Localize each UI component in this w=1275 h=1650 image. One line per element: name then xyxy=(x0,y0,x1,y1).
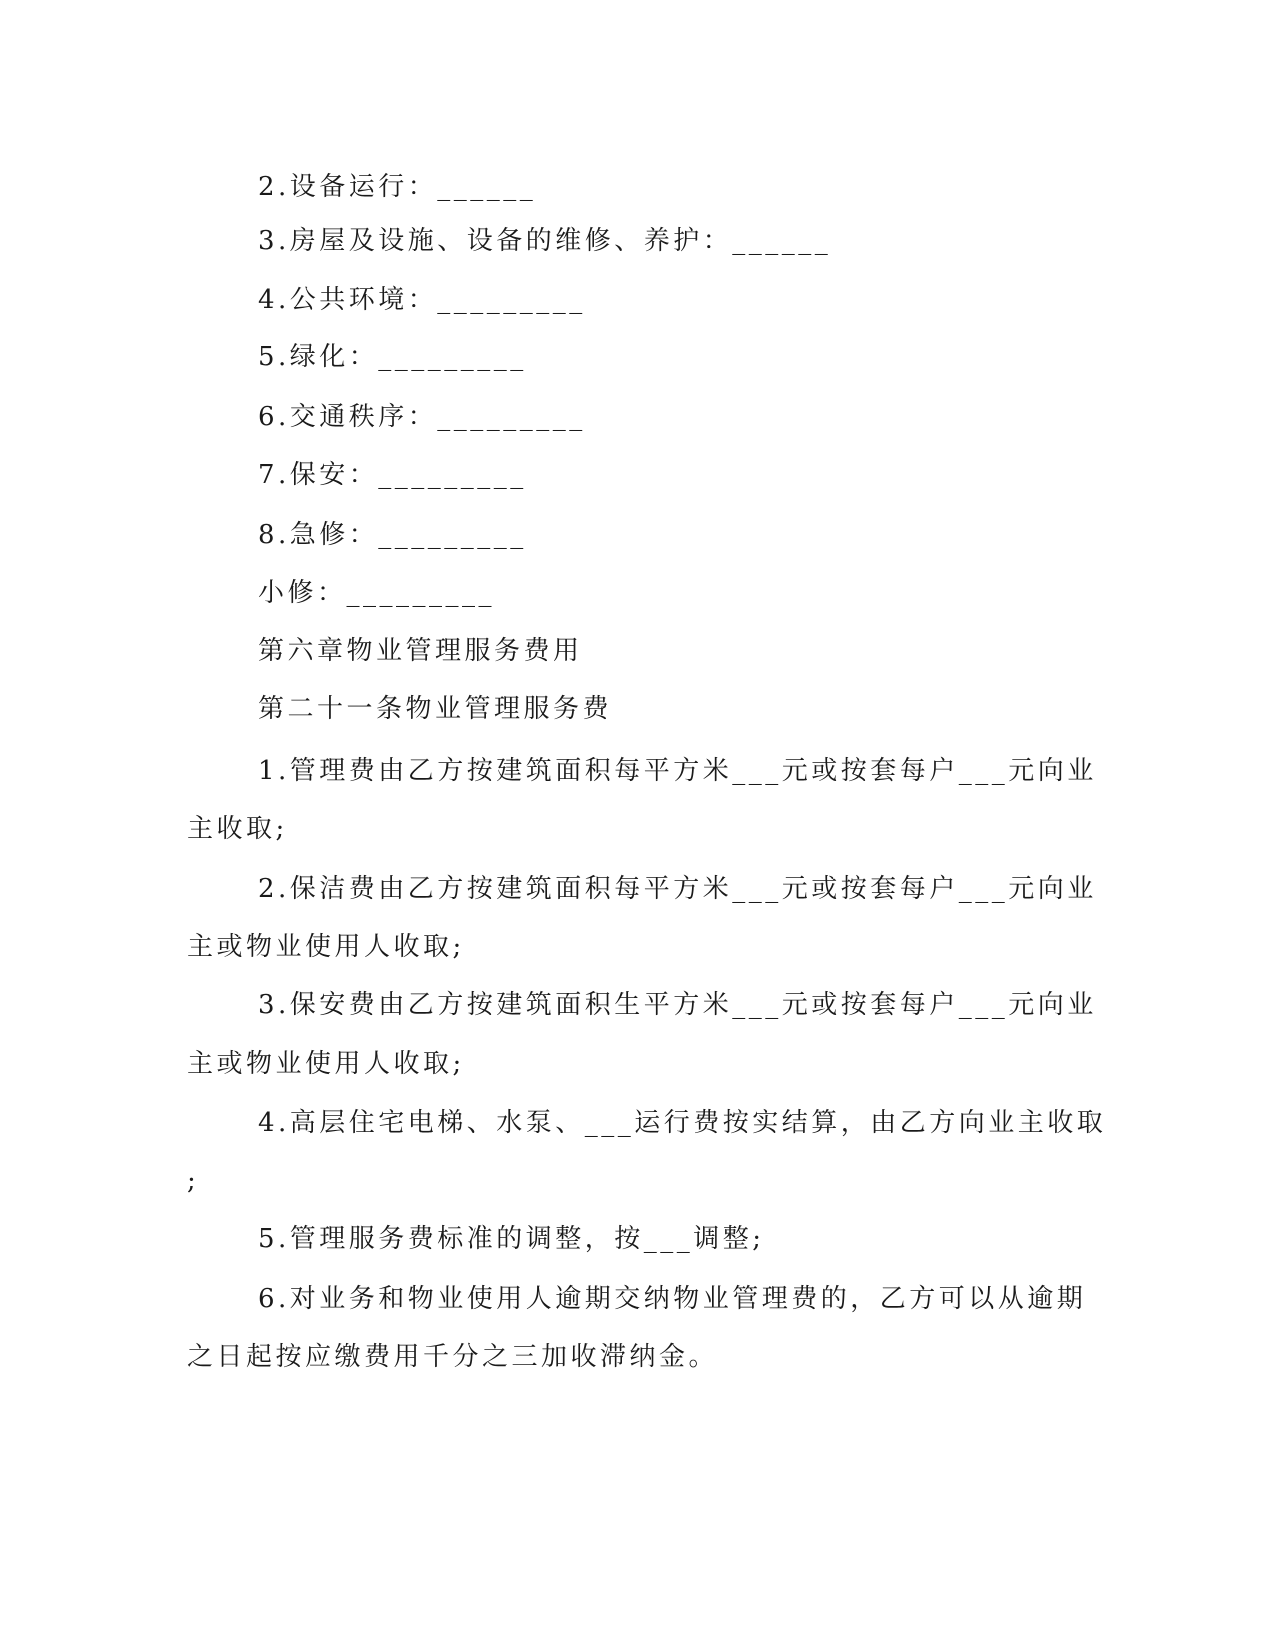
item-minor-repair: 小修：_________ xyxy=(258,578,496,608)
clause-5: 5.管理服务费标准的调整，按___调整; xyxy=(258,1224,765,1254)
clause-2-line-2: 主或物业使用人收取; xyxy=(187,932,465,962)
item-traffic-order: 6.交通秩序：_________ xyxy=(258,402,586,432)
clause-6-line-1: 6.对业务和物业使用人逾期交纳物业管理费的，乙方可以从逾期 xyxy=(258,1284,1087,1314)
item-emergency-repair: 8.急修：_________ xyxy=(258,520,527,550)
item-greening: 5.绿化：_________ xyxy=(258,342,527,372)
item-public-environment: 4.公共环境：_________ xyxy=(258,285,586,315)
clause-4-line-1: 4.高层住宅电梯、水泵、___运行费按实结算，由乙方向业主收取 xyxy=(258,1108,1107,1138)
clause-3-line-1: 3.保安费由乙方按建筑面积生平方米___元或按套每户___元向业 xyxy=(258,990,1097,1020)
item-security: 7.保安：_________ xyxy=(258,460,527,490)
item-repair-maintenance: 3.房屋及设施、设备的维修、养护：______ xyxy=(258,226,832,256)
clause-3-line-2: 主或物业使用人收取; xyxy=(187,1049,465,1079)
article-heading: 第二十一条物业管理服务费 xyxy=(258,694,613,724)
clause-4-line-2: ; xyxy=(187,1166,200,1196)
clause-1-line-2: 主收取; xyxy=(187,814,288,844)
clause-2-line-1: 2.保洁费由乙方按建筑面积每平方米___元或按套每户___元向业 xyxy=(258,874,1097,904)
chapter-heading: 第六章物业管理服务费用 xyxy=(258,636,583,666)
clause-6-line-2: 之日起按应缴费用千分之三加收滞纳金。 xyxy=(187,1342,719,1372)
item-equipment-operation: 2.设备运行：______ xyxy=(258,172,537,202)
clause-1-line-1: 1.管理费由乙方按建筑面积每平方米___元或按套每户___元向业 xyxy=(258,756,1097,786)
